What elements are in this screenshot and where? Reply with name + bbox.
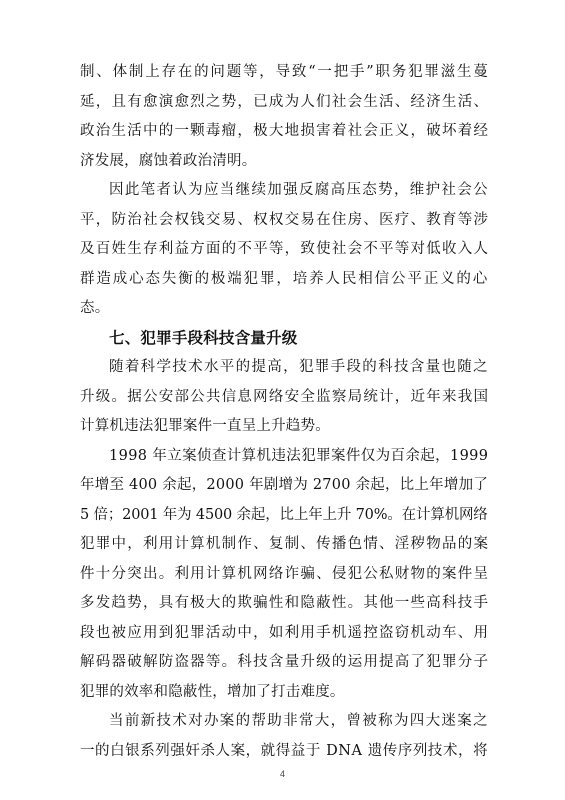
body-line: 延，且有愈演愈烈之势，已成为人们社会生活、经济生活、 [80,93,490,110]
section-heading: 七、犯罪手段科技含量升级 [109,328,298,347]
paragraph-first-line: 随着科学技术水平的提高，犯罪手段的科技含量也随之 [109,359,489,375]
paragraph-first-line: 1998 年立案侦查计算机违法犯罪案件仅为百余起，1999 [109,447,489,464]
paragraph-first-line: 因此笔者认为应当继续加强反腐高压态势，维护社会公 [109,182,489,198]
body-line: 解码器破解防盗器等。科技含量升级的运用提高了犯罪分子 [80,654,490,670]
body-line: 群造成心态失衡的极端犯罪，培养人民相信公平正义的心 [80,270,490,287]
body-line: 制、体制上存在的问题等，导致“一把手”职务犯罪滋生蔓 [80,64,490,80]
body-line: 多发趋势，具有极大的欺骗性和隐蔽性。其他一些高科技手 [80,595,490,611]
body-line: 段也被应用到犯罪活动中，如利用手机遥控盗窃机动车、用 [80,624,490,641]
body-line: 一的白银系列强奸杀人案，就得益于 DNA 遗传序列技术，将 [80,742,489,759]
body-line: 犯罪中，利用计算机制作、复制、传播色情、淫秽物品的案 [80,536,490,552]
body-line: 升级。据公安部公共信息网络安全监察局统计，近年来我国 [80,388,490,405]
body-line: 年增至 400 余起，2000 年剧增为 2700 余起，比上年增加了 [80,477,489,493]
body-line: 政治生活中的一颗毒瘤，极大地损害着社会正义，破坏着经 [80,123,490,139]
body-line: 犯罪的效率和隐蔽性，增加了打击难度。 [80,683,345,700]
body-line: 5 倍；2001 年为 4500 余起，比上年上升 70%。在计算机网络 [80,506,488,523]
paragraph-first-line: 当前新技术对办案的帮助非常大，曾被称为四大迷案之 [109,713,489,729]
body-line: 件十分突出。利用计算机网络诈骗、侵犯公私财物的案件呈 [80,565,490,582]
body-line: 计算机违法犯罪案件一直呈上升趋势。 [80,418,330,434]
body-line: 态。 [80,300,110,316]
page-number: 4 [279,769,285,779]
body-line: 平，防治社会权钱交易、权权交易在住房、医疗、教育等涉 [80,211,490,228]
body-line: 济发展，腐蚀着政治清明。 [80,152,257,169]
body-line: 及百姓生存利益方面的不平等，致使社会不平等对低收入人 [80,241,490,257]
